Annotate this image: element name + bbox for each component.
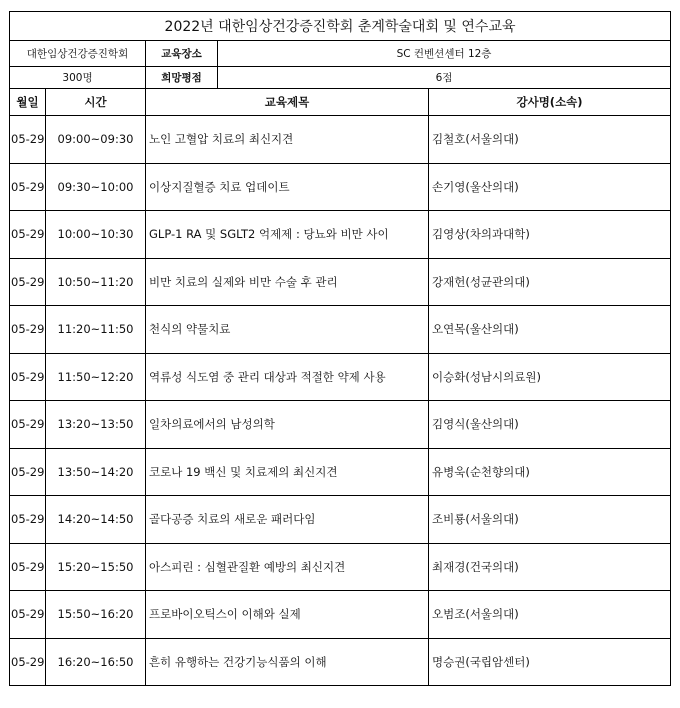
table-row <box>10 591 671 639</box>
row-speaker: 김철호(서울의대) <box>429 116 671 164</box>
row-time: 09:00~09:30 <box>46 116 146 164</box>
row-speaker: 유병욱(순천향의대) <box>429 448 671 496</box>
table-row <box>10 353 671 401</box>
table-header <box>10 89 671 116</box>
row-topic: 일차의료에서의 남성의학 <box>146 401 429 449</box>
row-date: 05-29 <box>10 163 46 211</box>
row-speaker: 오연목(울산의대) <box>429 306 671 354</box>
row-topic: GLP-1 RA 및 SGLT2 억제제 : 당뇨와 비만 사이 <box>146 211 429 259</box>
header-topic: 교육제목 <box>146 89 429 116</box>
table-row <box>10 306 671 354</box>
header-time: 시간 <box>46 89 146 116</box>
row-topic: 코로나 19 백신 및 치료제의 최신지견 <box>146 448 429 496</box>
row-topic: 이상지질혈증 치료 업데이트 <box>146 163 429 211</box>
row-time: 13:50~14:20 <box>46 448 146 496</box>
table-row <box>10 638 671 686</box>
row-speaker: 김영상(차의과대학) <box>429 211 671 259</box>
header-speaker: 강사명(소속) <box>429 89 671 116</box>
row-date: 05-29 <box>10 353 46 401</box>
table-row <box>10 211 671 259</box>
table-row <box>10 401 671 449</box>
page-title: 2022년 대한임상건강증진학회 춘계학술대회 및 연수교육 <box>10 12 671 41</box>
row-speaker: 명승권(국립암센터) <box>429 638 671 686</box>
row-date: 05-29 <box>10 211 46 259</box>
row-time: 15:20~15:50 <box>46 543 146 591</box>
points-value: 6점 <box>218 67 671 89</box>
row-topic: 프로바이오틱스이 이해와 실제 <box>146 591 429 639</box>
venue-value: SC 컨벤션센터 12층 <box>218 41 671 67</box>
table-row <box>10 543 671 591</box>
row-topic: 아스피린 : 심혈관질환 예방의 최신지견 <box>146 543 429 591</box>
capacity-value: 300명 <box>10 67 146 89</box>
row-time: 13:20~13:50 <box>46 401 146 449</box>
row-topic: 골다공증 치료의 새로운 패러다임 <box>146 496 429 544</box>
points-label: 희망평점 <box>146 67 218 89</box>
row-time: 09:30~10:00 <box>46 163 146 211</box>
row-topic: 노인 고혈압 치료의 최신지견 <box>146 116 429 164</box>
row-date: 05-29 <box>10 543 46 591</box>
row-topic: 흔히 유행하는 건강기능식품의 이해 <box>146 638 429 686</box>
table-row <box>10 258 671 306</box>
table-row <box>10 448 671 496</box>
row-date: 05-29 <box>10 638 46 686</box>
row-speaker: 강재헌(성균관의대) <box>429 258 671 306</box>
row-topic: 천식의 약물치료 <box>146 306 429 354</box>
venue-label: 교육장소 <box>146 41 218 67</box>
row-date: 05-29 <box>10 496 46 544</box>
row-time: 11:20~11:50 <box>46 306 146 354</box>
row-date: 05-29 <box>10 306 46 354</box>
document-sheet <box>9 11 670 695</box>
row-date: 05-29 <box>10 116 46 164</box>
row-time: 10:00~10:30 <box>46 211 146 259</box>
row-time: 15:50~16:20 <box>46 591 146 639</box>
table-row <box>10 116 671 164</box>
row-time: 16:20~16:50 <box>46 638 146 686</box>
row-date: 05-29 <box>10 258 46 306</box>
row-time: 14:20~14:50 <box>46 496 146 544</box>
organizer-cell: 대한임상건강증진학회 <box>10 41 146 67</box>
row-speaker: 최재경(건국의대) <box>429 543 671 591</box>
row-speaker: 손기영(울산의대) <box>429 163 671 211</box>
row-date: 05-29 <box>10 591 46 639</box>
row-speaker: 김영식(울산의대) <box>429 401 671 449</box>
row-time: 10:50~11:20 <box>46 258 146 306</box>
schedule-table <box>9 11 671 686</box>
table-row <box>10 163 671 211</box>
row-speaker: 오범조(서울의대) <box>429 591 671 639</box>
row-date: 05-29 <box>10 448 46 496</box>
row-date: 05-29 <box>10 401 46 449</box>
row-topic: 역류성 식도염 중 관리 대상과 적절한 약제 사용 <box>146 353 429 401</box>
row-speaker: 이승화(성남시의료원) <box>429 353 671 401</box>
row-time: 11:50~12:20 <box>46 353 146 401</box>
row-topic: 비만 치료의 실제와 비만 수술 후 관리 <box>146 258 429 306</box>
row-speaker: 조비룡(서울의대) <box>429 496 671 544</box>
table-row <box>10 496 671 544</box>
header-date: 월일 <box>10 89 46 116</box>
